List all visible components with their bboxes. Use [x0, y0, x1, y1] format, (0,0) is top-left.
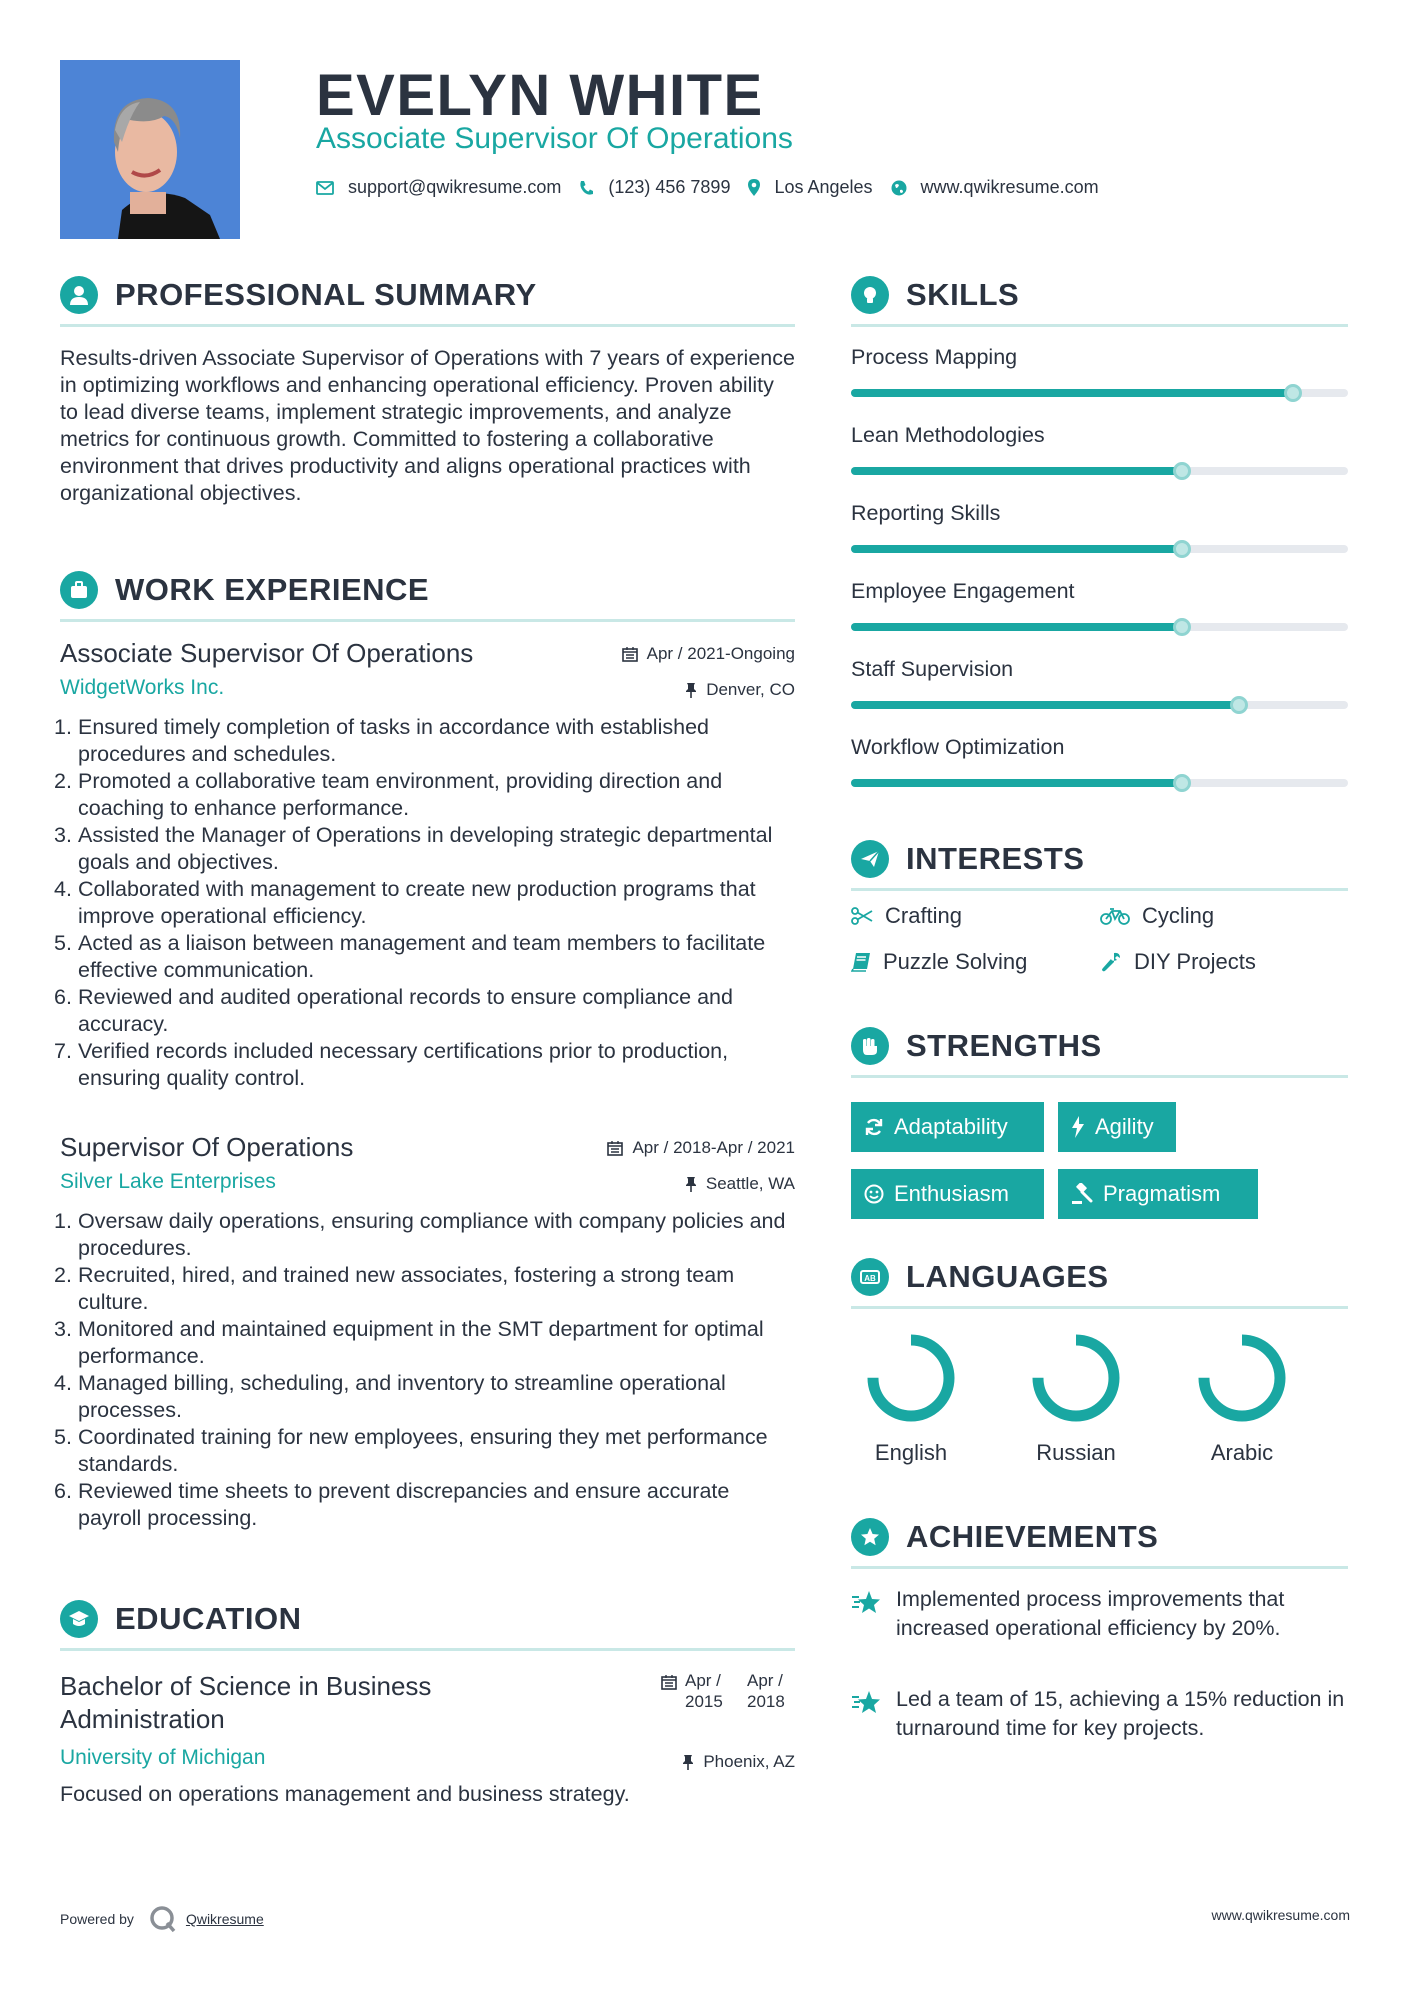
section-title: LANGUAGES — [906, 1259, 1109, 1294]
footer-url[interactable]: www.qwikresume.com — [1211, 1907, 1350, 1923]
duty-text: Assisted the Manager of Operations in developing strategic departmental goals and objectives. — [78, 823, 773, 874]
job-role: Supervisor Of Operations — [60, 1132, 354, 1162]
pushpin-icon — [685, 1176, 697, 1192]
candidate-name: EVELYN WHITE — [316, 63, 764, 128]
contact-website[interactable] — [891, 177, 1099, 198]
skill-bar-knob — [1173, 540, 1191, 558]
section-divider — [60, 324, 795, 327]
section-title: PROFESSIONAL SUMMARY — [115, 277, 537, 312]
section-divider — [851, 1566, 1348, 1569]
duty-item — [54, 1478, 795, 1532]
user-icon — [60, 276, 98, 314]
bicycle-icon — [1100, 907, 1130, 925]
job-role: Associate Supervisor Of Operations — [60, 638, 474, 668]
qwikresume-logo-icon — [148, 1904, 178, 1934]
duty-number: 4. — [54, 877, 72, 901]
skill-name: Reporting Skills — [851, 501, 1001, 525]
summary-text: Results-driven Associate Supervisor of Operations with 7 years of experience in optimizing workflows and enhancing operational efficiency. Proven ability to lead diverse teams, implement strategic improvements, and analyze metrics for continuous growth. Committed to fostering a collaborative environment that drives productivity and aligns operational practices with organizational objectives. — [60, 346, 795, 505]
globe-icon — [891, 180, 907, 196]
star-icon — [851, 1687, 883, 1719]
skill-bar-knob — [1284, 384, 1302, 402]
refresh-icon — [864, 1117, 884, 1137]
skill-bar-fill — [851, 623, 1182, 631]
language-name: Russian — [1036, 1440, 1116, 1465]
gavel-icon — [1071, 1183, 1093, 1205]
job-location-text: Denver, CO — [706, 680, 795, 699]
strength-badge — [851, 1102, 1044, 1152]
duty-text: Reviewed time sheets to prevent discrepancies and ensure accurate payroll processing. — [78, 1479, 730, 1530]
language-item — [1182, 1330, 1302, 1466]
job-location-text: Seattle, WA — [705, 1174, 795, 1193]
section-title: SKILLS — [906, 277, 1020, 312]
strength-badge — [1058, 1102, 1176, 1152]
skill-bar — [851, 623, 1348, 631]
skill-row — [851, 657, 1348, 717]
footer — [60, 1897, 1350, 1937]
job-entry-2 — [54, 1132, 795, 1532]
edu-description: Focused on operations management and business strategy. — [60, 1782, 630, 1806]
website-text: www.qwikresume.com — [920, 177, 1099, 197]
edu-degree: Bachelor of Science in Business Administration — [60, 1671, 432, 1734]
language-level-ring — [863, 1330, 959, 1426]
contact-email[interactable] — [316, 177, 561, 198]
profile-photo — [60, 60, 240, 239]
brand-link[interactable]: Qwikresume — [185, 1911, 264, 1927]
section-header-strengths — [851, 1027, 1102, 1065]
duty-item — [54, 876, 795, 930]
interest-item — [1100, 949, 1256, 975]
duty-text: Ensured timely completion of tasks in accordance with established procedures and schedules. — [78, 715, 709, 766]
duty-number: 5. — [54, 1425, 72, 1449]
skill-name: Employee Engagement — [851, 579, 1075, 603]
pushpin-icon — [682, 1754, 694, 1770]
strength-badge — [851, 1169, 1044, 1219]
language-item — [1016, 1330, 1136, 1466]
edu-location-text: Phoenix, AZ — [703, 1752, 795, 1771]
duty-item — [54, 1208, 795, 1262]
interest-item — [851, 903, 962, 929]
skill-bar — [851, 701, 1348, 709]
graduation-cap-icon — [60, 1600, 98, 1638]
duty-number: 6. — [54, 985, 72, 1009]
skill-bar — [851, 779, 1348, 787]
skill-row — [851, 423, 1348, 483]
edu-start: Apr / 2015 — [685, 1671, 723, 1711]
section-divider — [851, 1075, 1348, 1078]
strength-label: Enthusiasm — [894, 1181, 1009, 1206]
resume-header — [60, 60, 1350, 240]
lightbulb-icon — [851, 276, 889, 314]
skill-bar-knob — [1173, 774, 1191, 792]
duty-number: 3. — [54, 1317, 72, 1341]
job-company: Silver Lake Enterprises — [60, 1170, 276, 1193]
contact-location — [748, 177, 872, 198]
interest-item — [1100, 903, 1214, 929]
section-header-interests — [851, 840, 1084, 878]
phone-icon — [579, 180, 594, 196]
duty-number: 1. — [54, 1209, 72, 1233]
edu-end: Apr / 2018 — [747, 1671, 785, 1711]
section-divider — [851, 324, 1348, 327]
section-divider — [851, 1306, 1348, 1309]
duty-text: Coordinated training for new employees, ensuring they met performance standards. — [78, 1425, 768, 1476]
language-level-arc — [1204, 1340, 1280, 1416]
pushpin-icon — [685, 682, 697, 698]
skill-bar — [851, 389, 1348, 397]
job-location — [685, 680, 795, 700]
section-header-languages — [851, 1258, 1109, 1296]
skill-name: Workflow Optimization — [851, 735, 1065, 759]
section-title: ACHIEVEMENTS — [906, 1519, 1159, 1554]
strength-label: Adaptability — [894, 1114, 1008, 1139]
strength-label: Agility — [1095, 1114, 1154, 1139]
edu-dates — [661, 1670, 795, 1712]
interests-grid — [851, 903, 1351, 993]
duty-item — [54, 930, 795, 984]
skill-bar-fill — [851, 701, 1239, 709]
skill-name: Staff Supervision — [851, 657, 1014, 681]
skill-name: Process Mapping — [851, 345, 1018, 369]
duty-text: Collaborated with management to create new production programs that improve operational efficiency. — [78, 877, 756, 928]
section-header-work — [60, 571, 429, 609]
duty-item — [54, 768, 795, 822]
star-icon — [851, 1587, 883, 1619]
section-divider — [851, 888, 1348, 891]
skill-row — [851, 345, 1348, 405]
duties-list — [54, 1208, 795, 1532]
interest-label: Puzzle Solving — [883, 949, 1028, 974]
language-level-arc — [873, 1340, 949, 1416]
duty-number: 7. — [54, 1039, 72, 1063]
email-text: support@qwikresume.com — [348, 177, 562, 197]
contact-bar — [316, 177, 1117, 198]
strength-badge — [1058, 1169, 1258, 1219]
section-header-skills — [851, 276, 1019, 314]
svg-text:AB: AB — [864, 1274, 876, 1283]
interest-label: DIY Projects — [1134, 949, 1256, 974]
skill-bar-knob — [1173, 462, 1191, 480]
wrench-icon — [1100, 951, 1122, 973]
job-date-text: Apr / 2021-Ongoing — [646, 644, 795, 663]
calendar-icon — [661, 1674, 677, 1690]
job-date — [622, 644, 795, 664]
language-icon — [851, 1258, 889, 1296]
duty-number: 5. — [54, 931, 72, 955]
duty-item — [54, 1038, 795, 1092]
job-entry-1 — [54, 638, 795, 1092]
interest-label: Crafting — [885, 903, 963, 928]
skill-bar-knob — [1230, 696, 1248, 714]
duty-text: Acted as a liaison between management and team members to facilitate effective communication. — [78, 931, 766, 982]
duty-text: Reviewed and audited operational records to ensure compliance and accuracy. — [78, 985, 733, 1036]
achievement-text: Implemented process improvements that increased operational efficiency by 20%. — [896, 1587, 1285, 1640]
strength-label: Pragmatism — [1103, 1181, 1221, 1206]
achievement-item — [851, 1685, 1346, 1743]
duty-item — [54, 822, 795, 876]
duty-text: Monitored and maintained equipment in the SMT department for optimal performance. — [78, 1317, 764, 1368]
duty-item — [54, 1370, 795, 1424]
star-badge-icon — [851, 1518, 889, 1556]
duty-item — [54, 984, 795, 1038]
bolt-icon — [1071, 1116, 1085, 1138]
location-text: Los Angeles — [774, 177, 873, 197]
interest-label: Cycling — [1142, 903, 1215, 928]
map-pin-icon — [748, 179, 760, 196]
duty-item — [54, 714, 795, 768]
duty-number: 4. — [54, 1371, 72, 1395]
language-name: Arabic — [1210, 1440, 1274, 1465]
duties-list — [54, 714, 795, 1092]
language-level-arc — [1038, 1340, 1114, 1416]
fist-icon — [851, 1027, 889, 1065]
section-title: WORK EXPERIENCE — [115, 572, 430, 607]
calendar-icon — [622, 646, 638, 662]
duty-number: 2. — [54, 1263, 72, 1287]
candidate-title: Associate Supervisor Of Operations — [316, 122, 793, 155]
skill-row — [851, 735, 1348, 795]
achievement-text: Led a team of 15, achieving a 15% reduction in turnaround time for key projects. — [896, 1687, 1345, 1740]
section-title: INTERESTS — [906, 841, 1085, 876]
section-title: STRENGTHS — [906, 1028, 1102, 1063]
powered-by-label: Powered by — [60, 1911, 134, 1927]
skill-bar-fill — [851, 467, 1182, 475]
section-divider — [60, 1648, 795, 1651]
edu-location — [682, 1752, 795, 1772]
section-header-education — [60, 1600, 301, 1638]
calendar-icon — [607, 1140, 623, 1156]
section-divider — [60, 619, 795, 622]
education-entry — [60, 1670, 795, 1806]
section-header-achievements — [851, 1518, 1158, 1556]
duty-text: Verified records included necessary certifications prior to production, ensuring quality control. — [78, 1039, 729, 1090]
phone-text: (123) 456 7899 — [608, 177, 731, 197]
duty-text: Recruited, hired, and trained new associates, fostering a strong team culture. — [78, 1263, 735, 1314]
duty-text: Oversaw daily operations, ensuring compliance with company policies and procedures. — [78, 1209, 786, 1260]
duty-text: Managed billing, scheduling, and inventory to streamline operational processes. — [78, 1371, 726, 1422]
scissors-icon — [851, 907, 873, 925]
skill-bar — [851, 467, 1348, 475]
duty-text: Promoted a collaborative team environment, providing direction and coaching to enhance performance. — [78, 769, 723, 820]
book-icon — [851, 952, 871, 972]
skill-bar-fill — [851, 389, 1293, 397]
skill-name: Lean Methodologies — [851, 423, 1045, 447]
skill-bar — [851, 545, 1348, 553]
language-name: English — [874, 1440, 948, 1465]
skill-bar-fill — [851, 545, 1182, 553]
job-date — [607, 1138, 795, 1158]
language-level-ring — [1028, 1330, 1124, 1426]
skill-row — [851, 501, 1348, 561]
interest-item — [851, 949, 1027, 975]
skill-bar-knob — [1173, 618, 1191, 636]
duty-number: 1. — [54, 715, 72, 739]
job-location — [685, 1174, 795, 1194]
section-header-summary — [60, 276, 537, 314]
job-company: WidgetWorks Inc. — [60, 676, 225, 699]
duty-number: 2. — [54, 769, 72, 793]
briefcase-icon — [60, 571, 98, 609]
contact-phone[interactable] — [579, 177, 730, 198]
skill-bar-fill — [851, 779, 1182, 787]
duty-number: 3. — [54, 823, 72, 847]
edu-school: University of Michigan — [60, 1746, 266, 1769]
job-date-text: Apr / 2018-Apr / 2021 — [632, 1138, 795, 1157]
duty-number: 6. — [54, 1479, 72, 1503]
duty-item — [54, 1316, 795, 1370]
duty-item — [54, 1262, 795, 1316]
duty-item — [54, 1424, 795, 1478]
achievement-item — [851, 1585, 1346, 1643]
paper-plane-icon — [851, 840, 889, 878]
envelope-icon — [316, 181, 334, 195]
section-title: EDUCATION — [115, 1601, 302, 1636]
language-level-ring — [1194, 1330, 1290, 1426]
powered-by — [60, 1904, 264, 1934]
language-item — [851, 1330, 971, 1466]
skill-row — [851, 579, 1348, 639]
smile-icon — [864, 1184, 884, 1204]
